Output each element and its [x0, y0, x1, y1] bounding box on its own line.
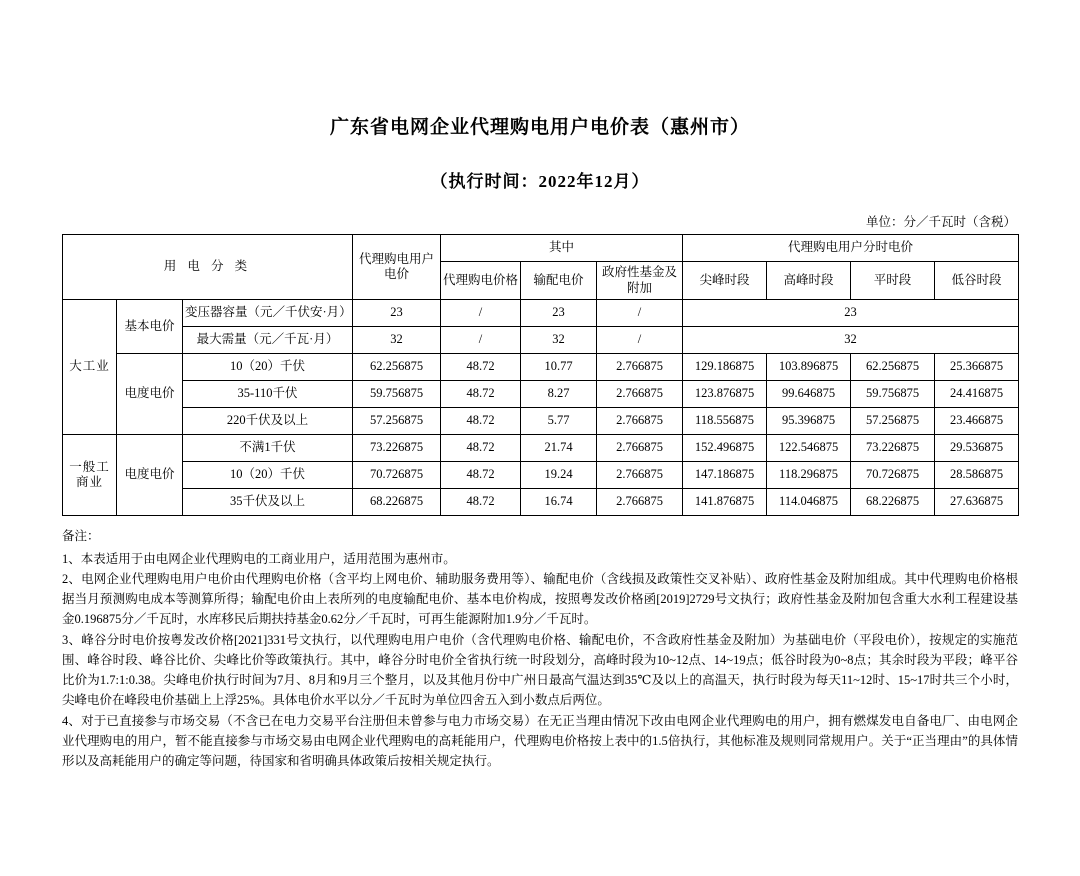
page-title: 广东省电网企业代理购电用户电价表（惠州市） [329, 117, 750, 138]
cell-tou-valley: 29.536875 [935, 435, 1019, 462]
cell-transmission: 32 [521, 327, 597, 354]
cell-transmission: 21.74 [521, 435, 597, 462]
cell-tou-sharp: 152.496875 [683, 435, 767, 462]
note-item-2: 2、电网企业代理购电用户电价由代理购电价格（含平均上网电价、辅助服务费用等）、输配电价（含线损及政策性交叉补贴）、政府性基金及附加组成。其中代理购电价格根据当月预测购电成本等测算所得；输配电价由上表所列的电度输配电价、基本电价构成，按照粤发改价格函[2019]2729号文执行；政府性基金及附加包含重大水利工程建设基金0.196875分／千瓦时，水库移民后期扶持基金0.62分／千瓦时，可再生能源附加1.9分／千瓦时。 [62, 571, 1018, 627]
cell-tou-valley: 23.466875 [935, 408, 1019, 435]
cell-tou-sharp: 129.186875 [683, 354, 767, 381]
notes-section [62, 526, 1018, 771]
cell-tou-merged: 23 [683, 300, 1019, 327]
note-item-4: 4、对于已直接参与市场交易（不含已在电力交易平台注册但未曾参与电力市场交易）在无正当理由情况下改由电网企业代理购电的用户，拥有燃煤发电自备电厂、由电网企业代理购电的用户，暂不能直接参与市场交易由电网企业代理购电的高耗能用户，代理购电价格按上表中的1.5倍执行，其他标准及规则同常规用户。关于“正当理由”的具体情形以及高耗能用户的确定等问题，待国家和省明确具体政策后按相关规定执行。 [62, 713, 1018, 768]
cell-total: 59.756875 [353, 381, 441, 408]
cell-tou-peak: 118.296875 [767, 462, 851, 489]
table-row [63, 435, 1019, 462]
table-row [63, 381, 1019, 408]
table-row [63, 462, 1019, 489]
cell-price: 48.72 [441, 462, 521, 489]
cell-tou-valley: 27.636875 [935, 489, 1019, 516]
cell-tou-valley: 24.416875 [935, 381, 1019, 408]
cell-tou-merged: 32 [683, 327, 1019, 354]
cell-total: 68.226875 [353, 489, 441, 516]
cell-total: 73.226875 [353, 435, 441, 462]
header-gov-fund: 政府性基金及附加 [597, 262, 683, 300]
row-item: 35-110千伏 [183, 381, 353, 408]
cell-tou-sharp: 147.186875 [683, 462, 767, 489]
cell-total: 57.256875 [353, 408, 441, 435]
cell-tou-flat: 59.756875 [851, 381, 935, 408]
cell-tou-peak: 99.646875 [767, 381, 851, 408]
header-tou-sharp: 尖峰时段 [683, 262, 767, 300]
cell-price: 48.72 [441, 354, 521, 381]
cell-price: 48.72 [441, 408, 521, 435]
cell-transmission: 10.77 [521, 354, 597, 381]
header-time-of-use: 代理购电用户分时电价 [683, 235, 1019, 262]
row-item: 变压器容量（元／千伏安·月） [183, 300, 353, 327]
cell-tou-sharp: 118.556875 [683, 408, 767, 435]
cell-total: 70.726875 [353, 462, 441, 489]
notes-label: 备注： [62, 529, 100, 544]
header-category: 用 电 分 类 [63, 235, 353, 300]
cell-price: 48.72 [441, 435, 521, 462]
note-item-1: 1、本表适用于由电网企业代理购电的工商业用户，适用范围为惠州市。 [62, 551, 456, 566]
table-header-row [63, 235, 1019, 262]
note-item-3: 3、峰谷分时电价按粤发改价格[2021]331号文执行，以代理购电用户电价（含代理购电价格、输配电价，不含政府性基金及附加）为基础电价（平段电价），按规定的实施范围、峰谷时段、峰谷比价、尖峰比价等政策执行。其中，峰谷分时电价全省执行统一时段划分，高峰时段为10~12点、14~19点；低谷时段为0~8点；其余时段为平段；峰平谷比价为1.7:1:0.38。尖峰电价执行时间为7月、8月和9月三个整月，以及其他月份中广州日最高气温达到35℃及以上的高温天，执行时段为每天11~12时、15~17时共三个小时，尖峰电价在峰段电价基础上上浮25%。具体电价水平以分／千瓦时为单位四舍五入到小数点后两位。 [62, 632, 1018, 708]
row-item: 10（20）千伏 [183, 354, 353, 381]
cell-tou-peak: 122.546875 [767, 435, 851, 462]
table-row [63, 408, 1019, 435]
header-agent-price-total: 代理购电用户电价 [353, 235, 441, 300]
cell-price: / [441, 300, 521, 327]
cell-total: 32 [353, 327, 441, 354]
cell-tou-flat: 70.726875 [851, 462, 935, 489]
cell-price: 48.72 [441, 381, 521, 408]
cell-tou-sharp: 123.876875 [683, 381, 767, 408]
cell-tou-sharp: 141.876875 [683, 489, 767, 516]
cell-tou-flat: 73.226875 [851, 435, 935, 462]
row-item: 220千伏及以上 [183, 408, 353, 435]
table-row [63, 300, 1019, 327]
row-item: 不满1千伏 [183, 435, 353, 462]
row-subgroup-basic-price: 基本电价 [117, 300, 183, 354]
row-item: 最大需量（元／千瓦·月） [183, 327, 353, 354]
cell-tou-peak: 103.896875 [767, 354, 851, 381]
header-agent-price: 代理购电价格 [441, 262, 521, 300]
cell-fund: 2.766875 [597, 435, 683, 462]
cell-tou-flat: 57.256875 [851, 408, 935, 435]
header-tou-flat: 平时段 [851, 262, 935, 300]
cell-price: 48.72 [441, 489, 521, 516]
cell-transmission: 8.27 [521, 381, 597, 408]
header-among-which: 其中 [441, 235, 683, 262]
table-row [63, 354, 1019, 381]
cell-tou-valley: 25.366875 [935, 354, 1019, 381]
row-subgroup-energy-price: 电度电价 [117, 435, 183, 516]
cell-tou-valley: 28.586875 [935, 462, 1019, 489]
row-item: 10（20）千伏 [183, 462, 353, 489]
cell-tou-peak: 114.046875 [767, 489, 851, 516]
page-subtitle: （执行时间：2022年12月） [430, 172, 650, 191]
cell-fund: 2.766875 [597, 489, 683, 516]
cell-total: 23 [353, 300, 441, 327]
cell-fund: / [597, 300, 683, 327]
document-page [0, 112, 1080, 876]
row-group-general-commercial: 一般工商业 [63, 435, 117, 516]
header-tou-valley: 低谷时段 [935, 262, 1019, 300]
cell-fund: 2.766875 [597, 354, 683, 381]
cell-transmission: 23 [521, 300, 597, 327]
row-subgroup-energy-price: 电度电价 [117, 354, 183, 435]
row-group-big-industry: 大工业 [63, 300, 117, 435]
header-transmission-price: 输配电价 [521, 262, 597, 300]
cell-tou-peak: 95.396875 [767, 408, 851, 435]
electricity-price-table [62, 234, 1019, 516]
cell-transmission: 16.74 [521, 489, 597, 516]
cell-tou-flat: 68.226875 [851, 489, 935, 516]
cell-price: / [441, 327, 521, 354]
table-row [63, 489, 1019, 516]
header-tou-peak: 高峰时段 [767, 262, 851, 300]
cell-fund: 2.766875 [597, 408, 683, 435]
cell-tou-flat: 62.256875 [851, 354, 935, 381]
cell-fund: / [597, 327, 683, 354]
table-row [63, 327, 1019, 354]
row-item: 35千伏及以上 [183, 489, 353, 516]
cell-transmission: 19.24 [521, 462, 597, 489]
unit-note: 单位：分／千瓦时（含税） [865, 215, 1016, 229]
cell-fund: 2.766875 [597, 381, 683, 408]
cell-fund: 2.766875 [597, 462, 683, 489]
cell-total: 62.256875 [353, 354, 441, 381]
cell-transmission: 5.77 [521, 408, 597, 435]
